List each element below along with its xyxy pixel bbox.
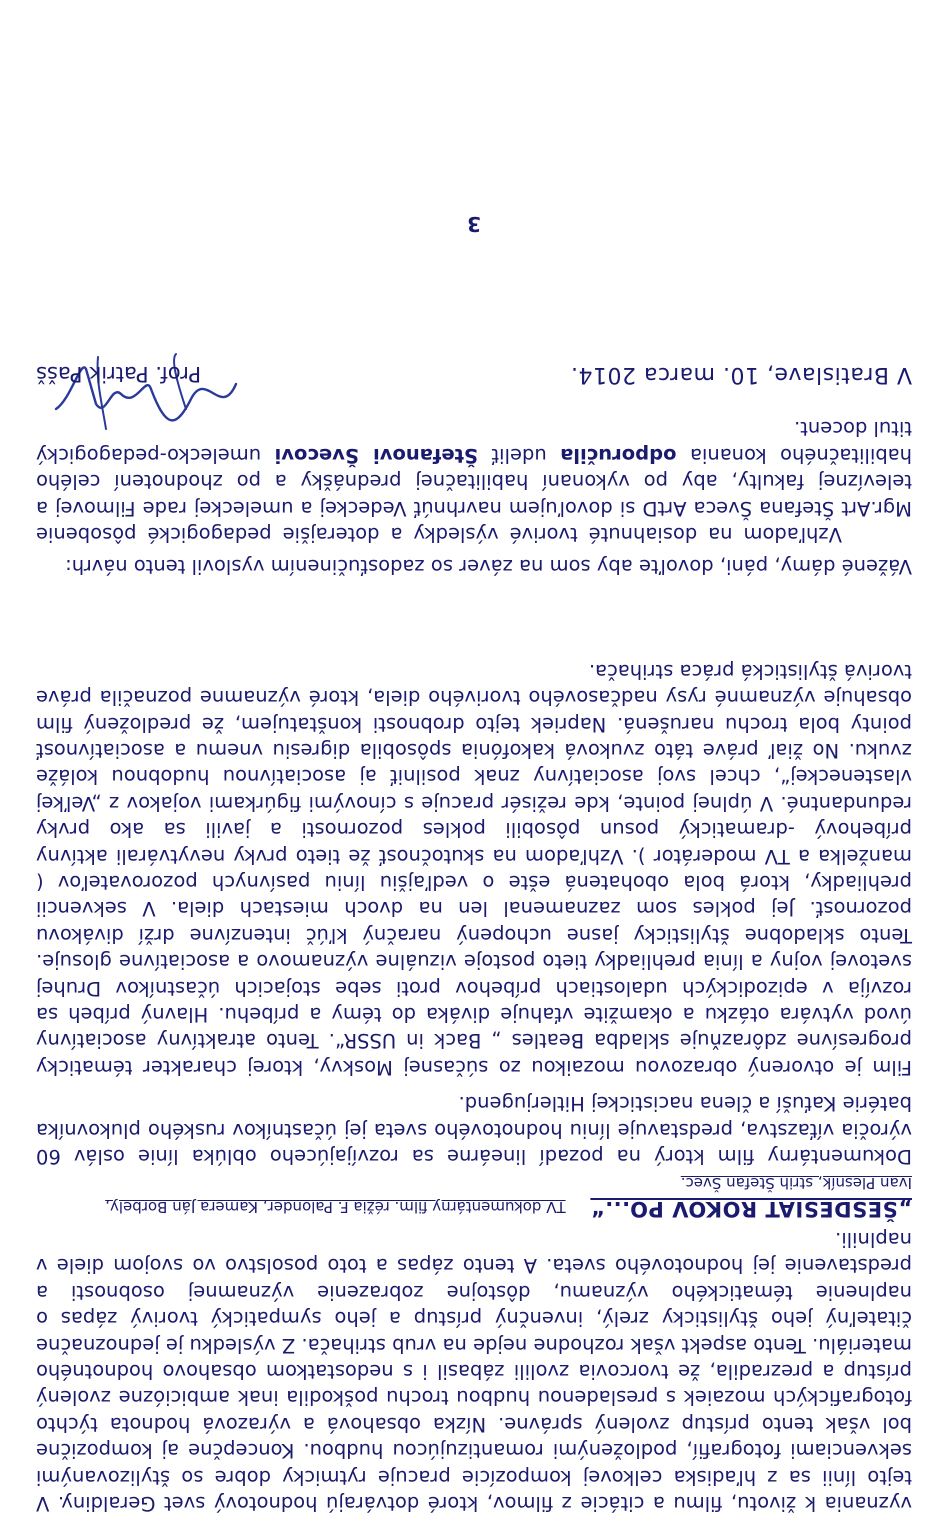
recommendation-verb: odporučila: [560, 443, 677, 467]
candidate-name: Štefanovi Švecovi: [274, 443, 478, 467]
film-credits-continued: Ivan Plesník, strih Štefan Švec.: [680, 1174, 912, 1193]
recommendation-text-c: udeliť: [477, 443, 561, 467]
film-credits: TV dokumentárny film. réžia F. Palonder, Kamera Ján Borbely,: [105, 1197, 566, 1216]
paragraph-closing-intro: Vážené dámy, páni, dovoľte aby som na záver so zadosťučinením vyslovil tento návrh:: [65, 555, 912, 579]
paragraph-geraldina: vyznania k životu, filmu a citácie z filmov, ktoré dotvárajú hodnotový svet Geraldiny. V tejto línii sa z hľadiska celkovej kompozície pracuje rytmicky dobre so štylizovanými sekvenciami fotografií, podloženými romantizujúcou hudbou. Koncepčne aj kompozične bol však tento prístup zvolený správne. Nízka obsahová a výrazová hodnota týchto fotografických mozaiek s presladenou hudbou trochu poškodila inak ambiciózne zvolený prístup a prezradila, že tvorcovia zvolili zábasil i s nedostatkom obsahovo hodnotného materiálu. Tento aspekt však rozhodne nejde na vrub strihača. Z výsledku je jednoznačne čitateľný jeho štylisticky zrelý, invenčný prístup a jeho sympatický tvorivý zápas o naplnenie tématického významu, dôstojne zobrazenie významnej osobnosti a predstavenie jej hodnotového sveta. A tento zápas a toto posolstvo vo svojom diele v naplnili.: [36, 1227, 912, 1515]
paragraph-film-analysis: Film je otvorený obrazovou mozaikou zo súčasnej Moskvy, ktorej charakter tématicky progresívne zdôrazňuje skladba Beatles „ Back in USSR“. Tento atraktívny asociatívny úvod vytvára otázku a okamžite vťahuje diváka do témy a príbehu. Hlavný príbeh sa rozvíja v epizodických udalostiach príbehov proti sebe stojacich účastníkov Druhej svetovej vojny a línia prehliadky tieto postoje vizuálne významovo a asociatívne glosuje. Tento skladobne štylisticky jasne uchopený naračný kľúč intenzívne drží divákovu pozornosť. Jej pokles som zaznamenal len na dvoch miestach diela. V sekvencii prehliadky, ktorá bola obohatená ešte o vedľajšiu líniu pasívnych pozorovateľov ( manželka a TV moderátor ). Vzhľadom na skutočnosť že tieto prvky nevytvárali aktívny príbehový -dramatický posun pôsobili pokles pozornosti a javili sa ako prvky redundantné. V úplnej pointe, kde režisér pracuje s cínovými figúrkami vojakov z „Veľkej vlasteneckej“, chcel svoj asociatívny znak posilniť aj asociatívnou hudobnou koláže zvuku. No žiaľ práve táto zvuková kakofónia spôsobila digresiu vnemu a asociatívnosť pointy bola trochu narušená. Napriek tejto drobnosti konštatujem, že predložený film obsahuje významné rysy nadčasového tvorivého diela, ktoré významne poznačila práve tvorivá štylistická práca strihača.: [36, 659, 912, 1079]
signature-block: [36, 329, 912, 439]
film-title: „ŠESDESIAT ROKOV PO...“: [590, 1196, 912, 1221]
page-content: [36, 210, 912, 1516]
recommendation-text-a: Vzhľadom na dosiahnuté tvorivé výsledky a doterajšie pedagogické pôsobenie Mgr.Art Štefana Švecа ArtD si dovoľujem navrhnúť Vedeckej a umeleckej rade Filmovej a televíznej fakulty, aby po vykonaní habilitačnej prednášky a po zhodnotení celého habilitačného konania: [36, 443, 912, 546]
date-line: V Bratislave, 10. marca 2014.: [570, 361, 912, 387]
recommendation-text-e: umelecko-pedagogický titul docent.: [36, 417, 912, 467]
signatory-name: Prof. Patrik Pašš: [36, 361, 202, 386]
film-heading: [36, 1173, 912, 1221]
page-number: 3: [467, 211, 481, 236]
paragraph-film-summary: Dokumentárny film ktorý na pozadí lineárne sa rozvíjajúceho oblúka línie osláv 60 výročia víťazstva, predstavuje líniu hodnotového sveta jej účastníkov ruského plukovníka batérie Kaťuší a člena nacistickej Hitlerjugend.: [36, 1092, 912, 1169]
